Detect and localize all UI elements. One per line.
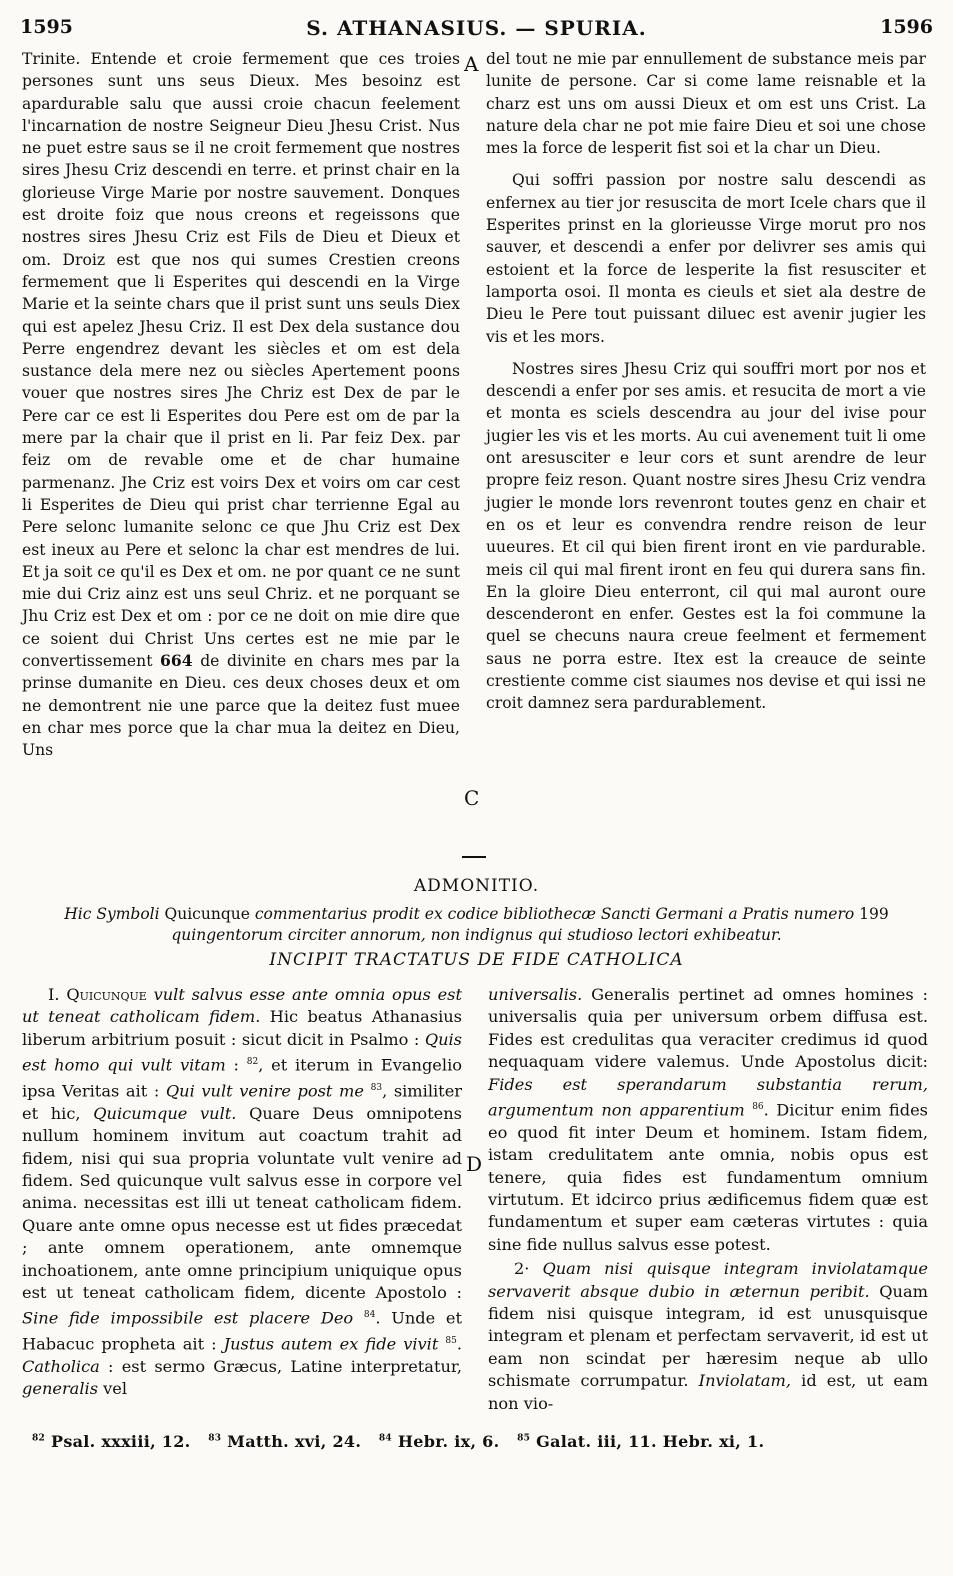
latin-column-right	[488, 984, 928, 1415]
french-column-left	[22, 48, 460, 762]
footnote-85: Galat. iii, 11. Hebr. xi, 1.	[530, 1432, 765, 1451]
paragraph-text: de divinite en chars mes par la prinse dumanite en Dieu. ces deux choses deux et om ne demontrent nie une parce que la deitez fust muee en char mes porce que la char mua la deitez en Dieu, Uns	[22, 652, 460, 760]
paragraph: Nostres sires Jhesu Criz qui souffri mort por nos et descendi a enfer por ses amis. et resucita de mort a vie et monta es sciels descendra au jour del ivise pour jugier les vis et les morts. Au cui avenement tuit li ome ont aresusciter e leur cors et sunt arendre de leur propre feiz reson. Quant nostre sires Jhesu Criz vendra jugier le monde lors revenront toutes genz en chair et en os et leur es convendra rendre reison de leur uueures. Et cil qui bien firent iront en vie pardurable. meis cil qui mal firent iront en feu qui durera sans fin. En la gloire Dieu enterront, cil qui mal auront oure descenderont en enfer. Gestes est la foi commune la quel se checuns naura creue feelment et fermement saus ne porra estre. Itex est la creauce de seinte crestiente comme cist siaumes nos devise et qui issi ne croit damnez sera pardurablement.	[486, 359, 926, 713]
section-divider	[462, 856, 486, 858]
margin-marker-a: A	[464, 52, 479, 76]
paragraph	[22, 48, 460, 762]
page-header	[20, 16, 933, 42]
paragraph: del tout ne mie par ennullement de substance meis par lunite de persone. Car si come lame reisnable et la charz est uns om aussi Dieux et om est uns Crist. La nature dela char ne pot mie faire Dieu et soi une chose mes la force de lesperit fist soi et la char un Dieu.	[486, 50, 926, 158]
page-marker-number: 664	[160, 651, 193, 671]
paragraph: universalis. Generalis pertinet ad omnes homines : universalis quia per universum orbem diffusa est. Fides est credulitas qua veraciter credimus id quod nequaquam videre valemus. Unde Apostolus dicit: Fides est sperandarum substantia rerum, argumentum non apparentium $^{86}$. Dicitur enim fides eo quod fit inter Deum et hominem. Istam fidem, istam credulitatem ante omnia, nobis opus est tenere, quia fides est fundamentum omnium virtutum. Et idcirco prius ædificemus fidem quæ est fundamentum et super eam cæteras virtutes : quia sine fide nullus salvus esse potest.	[488, 985, 928, 1254]
admonitio-title: ADMONITIO.	[413, 876, 540, 896]
paragraph-text: Trinite. Entende et croie fermement que ces troies persones sunt uns seus Dieux. Mes besoinz est apardurable salu que aussi croie chacun feelement l'incarnation de nostre Seigneur Dieu Jhesu Crist. Nus ne puet estre saus se il ne croit fermement que nostres sires Jhesu Criz descendi en terre. et prinst chair en la glorieuse Virge Marie por nostre sauvement. Donques est droite foiz que nous creons et regeissons que nostres sires Jhesu Criz est Fils de Dieu et Dieux et om. Droiz est que nos qui sumes Crestien creons fermement que li Esperites qui descendi en la Virge Marie et la seinte chars que il prist sunt uns seuls Diex qui est apelez Jhesu Criz. Il est Dex dela sustance dou Perre engendrez devant les siècles et om est dela sustance dela mere nez ou siècles Apertement poons vouer que nostres sires Jhe Chriz est Dex de par le Pere car ce est li Esperites dou Pere est om de par la mere par la chair que il prist en li. Par feiz Dex. par feiz om de revable ome et de char humaine parmenanz. Jhe Criz est voirs Dex et voirs om car cest li Esperites de Dieu qui prist char terrienne Egal au Pere selonc lumanite selonc ce que Jhu Criz est Dex est ineux au Pere et selonc la char est mendres de lui. Et ja soit ce qu'il es Dex et om. ne por quant ce ne sunt mie dui Criz ainz est uns seul Chriz. et ne porquant se Jhu Criz est Dex et om : por ce ne doit on mie dire que ce soient dui Christ Uns certes est ne mie par le convertissement	[22, 50, 460, 671]
page-number-left: 1595	[20, 16, 73, 38]
admonitio-text: Hic Symboli Quicunque commentarius prodit ex codice bibliothecæ Sancti Germani a Pratis numero 199 quingentorum circiter annorum, non indignus qui studioso lectori exhibeatur.	[64, 905, 889, 944]
paragraph: 2· Quam nisi quisque integram inviolatamque servaverit absque dubio in æternun peribit. Quam fidem nisi quisque integram, id est unusquisque integram et plenam et perfectam servaverit, id est ut eam non scindat per hæresim neque ab ullo schismate corrumpatur. Inviolatam, id est, ut eam non vio-	[488, 1259, 928, 1413]
footnote-83: Matth. xvi, 24.	[221, 1432, 362, 1451]
footnote-ref: 83	[370, 1083, 383, 1094]
page-number-right: 1596	[880, 16, 933, 38]
footnotes: $^{82}$ Psal. xxxiii, 12. $^{83}$ Matth. xvi, 24. $^{84}$ Hebr. ix, 6. $^{85}$ Galat. iii, 11. Hebr. xi, 1.	[32, 1432, 765, 1451]
margin-marker-c: C	[464, 786, 480, 810]
tractatus-title: INCIPIT TRACTATUS DE FIDE CATHOLICA	[269, 950, 684, 970]
french-column-right	[486, 48, 926, 715]
margin-marker-d: D	[466, 1152, 483, 1176]
footnote-ref: 86	[752, 1102, 764, 1113]
footnote-82: Psal. xxxiii, 12.	[45, 1432, 191, 1451]
running-title: S. ATHANASIUS. — SPURIA.	[306, 16, 647, 40]
paragraph: I. Quicunque vult salvus esse ante omnia opus est ut teneat catholicam fidem. Hic beatus Athanasius liberum arbitrium posuit : sicut dicit in Psalmo : Quis est homo qui vult vitam : $^{82}$, et iterum in Evangelio ipsa Veritas ait : Qui vult venire post me $^{83}$, similiter et hic, Quicumque vult. Quare Deus omnipotens nullum hominem invitum aut coactum trahit ad fidem, nisi qui sua propria voluntate vult venire ad fidem. Sed quicunque vult salvus esse in corpore vel anima. necessitas est illi ut teneat catholicam fidem. Quare ante omne opus necesse est ut fides præcedat ; ante omnem operationem, ante omnemque inchoationem, ante omne principium uniquique opus est ut teneat catholicam fidem, dicente Apostolo : Sine fide impossibile est placere Deo $^{84}$. Unde et Habacuc propheta ait : Justus autem ex fide vivit $^{85}$. Catholica : est sermo Græcus, Latine interpretatur, generalis vel	[22, 985, 463, 1399]
footnote-84: Hebr. ix, 6.	[391, 1432, 500, 1451]
footnote-ref: 84	[363, 1310, 376, 1321]
footnote-ref: 82	[246, 1057, 259, 1068]
footnote-ref: 85	[445, 1336, 457, 1347]
latin-column-left	[22, 984, 462, 1401]
paragraph: Qui soffri passion por nostre salu descendi as enfernex au tier jor resuscita de mort Icele chars que il Esperites prinst en la glorieusse Virge morut pro nos sauver, et descendi a enfer por delivrer ses amis qui estoient et la force de lesperite la fist resusciter et lamporta osoi. Il monta es cieuls et siet ala destre de Dieu le Pere tout puissant diluec est avenir jugier les vis et les mors.	[486, 171, 926, 346]
